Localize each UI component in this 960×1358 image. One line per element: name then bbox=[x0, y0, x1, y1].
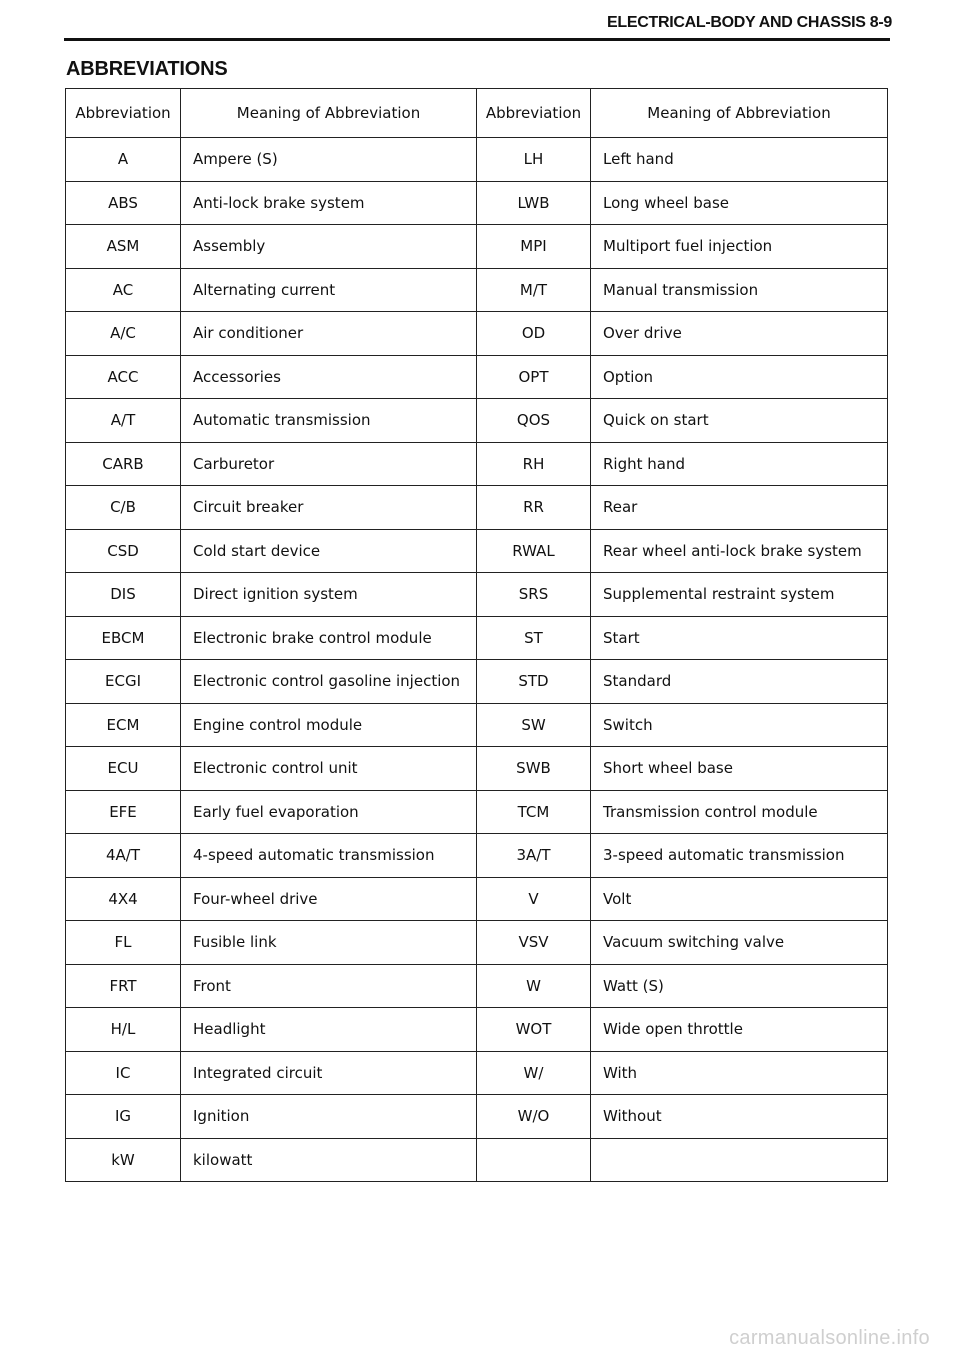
meaning-cell: Wide open throttle bbox=[591, 1008, 888, 1052]
table-header-row bbox=[66, 89, 888, 138]
abbreviation-cell: ST bbox=[477, 616, 591, 660]
column-header-meaning: Meaning of Abbreviation bbox=[591, 89, 888, 138]
meaning-cell: Quick on start bbox=[591, 399, 888, 443]
meaning-cell: Multiport fuel injection bbox=[591, 225, 888, 269]
table-row bbox=[66, 877, 888, 921]
abbreviation-cell bbox=[477, 1138, 591, 1182]
abbreviation-cell: MPI bbox=[477, 225, 591, 269]
abbreviation-cell: IG bbox=[66, 1095, 181, 1139]
meaning-cell: Ignition bbox=[181, 1095, 477, 1139]
meaning-cell: Volt bbox=[591, 877, 888, 921]
abbreviation-cell: A/C bbox=[66, 312, 181, 356]
meaning-cell: Standard bbox=[591, 660, 888, 704]
abbreviation-cell: SW bbox=[477, 703, 591, 747]
meaning-cell: Ampere (S) bbox=[181, 138, 477, 182]
abbreviation-cell: ABS bbox=[66, 181, 181, 225]
abbreviation-cell: FRT bbox=[66, 964, 181, 1008]
table-row bbox=[66, 312, 888, 356]
meaning-cell: Switch bbox=[591, 703, 888, 747]
abbreviation-cell: ECGI bbox=[66, 660, 181, 704]
meaning-cell: Accessories bbox=[181, 355, 477, 399]
abbreviation-cell: DIS bbox=[66, 573, 181, 617]
abbreviation-cell: A/T bbox=[66, 399, 181, 443]
abbreviation-cell: ASM bbox=[66, 225, 181, 269]
table-row bbox=[66, 1095, 888, 1139]
meaning-cell: kilowatt bbox=[181, 1138, 477, 1182]
meaning-cell: Supplemental restraint system bbox=[591, 573, 888, 617]
abbreviation-cell: 3A/T bbox=[477, 834, 591, 878]
abbreviation-cell: CARB bbox=[66, 442, 181, 486]
meaning-cell: Electronic brake control module bbox=[181, 616, 477, 660]
table-row bbox=[66, 442, 888, 486]
abbreviation-cell: V bbox=[477, 877, 591, 921]
meaning-cell: Without bbox=[591, 1095, 888, 1139]
table-body bbox=[66, 138, 888, 1182]
meaning-cell: Assembly bbox=[181, 225, 477, 269]
abbreviation-cell: ECM bbox=[66, 703, 181, 747]
meaning-cell: Watt (S) bbox=[591, 964, 888, 1008]
watermark: carmanualsonline.info bbox=[729, 1327, 930, 1349]
abbreviation-cell: C/B bbox=[66, 486, 181, 530]
abbreviation-cell: WOT bbox=[477, 1008, 591, 1052]
meaning-cell: Cold start device bbox=[181, 529, 477, 573]
abbreviation-cell: SRS bbox=[477, 573, 591, 617]
column-header-abbreviation: Abbreviation bbox=[477, 89, 591, 138]
meaning-cell: Option bbox=[591, 355, 888, 399]
abbreviation-cell: 4A/T bbox=[66, 834, 181, 878]
table-row bbox=[66, 1008, 888, 1052]
table-row bbox=[66, 1051, 888, 1095]
table-row bbox=[66, 529, 888, 573]
abbreviation-cell: W bbox=[477, 964, 591, 1008]
table-row bbox=[66, 181, 888, 225]
abbreviation-cell: TCM bbox=[477, 790, 591, 834]
table-row bbox=[66, 138, 888, 182]
table-row bbox=[66, 268, 888, 312]
abbreviation-cell: RWAL bbox=[477, 529, 591, 573]
meaning-cell: Left hand bbox=[591, 138, 888, 182]
abbreviation-cell: kW bbox=[66, 1138, 181, 1182]
table-row bbox=[66, 225, 888, 269]
abbreviation-cell: QOS bbox=[477, 399, 591, 443]
meaning-cell: 3-speed automatic transmission bbox=[591, 834, 888, 878]
meaning-cell: Carburetor bbox=[181, 442, 477, 486]
table-row bbox=[66, 834, 888, 878]
abbreviation-cell: FL bbox=[66, 921, 181, 965]
meaning-cell: Automatic transmission bbox=[181, 399, 477, 443]
abbreviation-cell: SWB bbox=[477, 747, 591, 791]
meaning-cell: Transmission control module bbox=[591, 790, 888, 834]
meaning-cell: Rear bbox=[591, 486, 888, 530]
meaning-cell: Anti-lock brake system bbox=[181, 181, 477, 225]
abbreviation-cell: AC bbox=[66, 268, 181, 312]
meaning-cell: Direct ignition system bbox=[181, 573, 477, 617]
abbreviation-cell: LWB bbox=[477, 181, 591, 225]
table-row bbox=[66, 573, 888, 617]
meaning-cell: Front bbox=[181, 964, 477, 1008]
abbreviation-cell: W/O bbox=[477, 1095, 591, 1139]
table-row bbox=[66, 703, 888, 747]
abbreviation-cell: OD bbox=[477, 312, 591, 356]
abbreviation-cell: M/T bbox=[477, 268, 591, 312]
meaning-cell: Early fuel evaporation bbox=[181, 790, 477, 834]
abbreviation-cell: A bbox=[66, 138, 181, 182]
meaning-cell bbox=[591, 1138, 888, 1182]
table-row bbox=[66, 1138, 888, 1182]
abbreviation-cell: ECU bbox=[66, 747, 181, 791]
meaning-cell: Alternating current bbox=[181, 268, 477, 312]
abbreviation-cell: STD bbox=[477, 660, 591, 704]
table-row bbox=[66, 355, 888, 399]
meaning-cell: Circuit breaker bbox=[181, 486, 477, 530]
page-header-title: ELECTRICAL-BODY AND CHASSIS 8-9 bbox=[607, 14, 892, 31]
meaning-cell: Vacuum switching valve bbox=[591, 921, 888, 965]
meaning-cell: Right hand bbox=[591, 442, 888, 486]
meaning-cell: Electronic control gasoline injection bbox=[181, 660, 477, 704]
abbreviation-cell: IC bbox=[66, 1051, 181, 1095]
table-row bbox=[66, 921, 888, 965]
meaning-cell: Electronic control unit bbox=[181, 747, 477, 791]
abbreviation-cell: CSD bbox=[66, 529, 181, 573]
abbreviation-cell: H/L bbox=[66, 1008, 181, 1052]
abbreviation-cell: EBCM bbox=[66, 616, 181, 660]
meaning-cell: Long wheel base bbox=[591, 181, 888, 225]
abbreviation-cell: RH bbox=[477, 442, 591, 486]
table-row bbox=[66, 660, 888, 704]
abbreviation-cell: OPT bbox=[477, 355, 591, 399]
table-row bbox=[66, 616, 888, 660]
meaning-cell: Start bbox=[591, 616, 888, 660]
abbreviations-table bbox=[65, 88, 888, 1182]
table-row bbox=[66, 486, 888, 530]
table-row bbox=[66, 790, 888, 834]
meaning-cell: With bbox=[591, 1051, 888, 1095]
abbreviation-cell: W/ bbox=[477, 1051, 591, 1095]
header-divider bbox=[64, 38, 890, 41]
abbreviation-cell: ACC bbox=[66, 355, 181, 399]
meaning-cell: Short wheel base bbox=[591, 747, 888, 791]
meaning-cell: Manual transmission bbox=[591, 268, 888, 312]
meaning-cell: 4-speed automatic transmission bbox=[181, 834, 477, 878]
abbreviation-cell: VSV bbox=[477, 921, 591, 965]
abbreviation-cell: 4X4 bbox=[66, 877, 181, 921]
meaning-cell: Fusible link bbox=[181, 921, 477, 965]
table-row bbox=[66, 747, 888, 791]
abbreviation-cell: EFE bbox=[66, 790, 181, 834]
table-row bbox=[66, 964, 888, 1008]
abbreviation-cell: RR bbox=[477, 486, 591, 530]
meaning-cell: Air conditioner bbox=[181, 312, 477, 356]
meaning-cell: Four-wheel drive bbox=[181, 877, 477, 921]
meaning-cell: Headlight bbox=[181, 1008, 477, 1052]
meaning-cell: Rear wheel anti-lock brake system bbox=[591, 529, 888, 573]
column-header-abbreviation: Abbreviation bbox=[66, 89, 181, 138]
meaning-cell: Integrated circuit bbox=[181, 1051, 477, 1095]
meaning-cell: Over drive bbox=[591, 312, 888, 356]
column-header-meaning: Meaning of Abbreviation bbox=[181, 89, 477, 138]
meaning-cell: Engine control module bbox=[181, 703, 477, 747]
abbreviation-cell: LH bbox=[477, 138, 591, 182]
section-title: ABBREVIATIONS bbox=[66, 58, 228, 80]
table-row bbox=[66, 399, 888, 443]
